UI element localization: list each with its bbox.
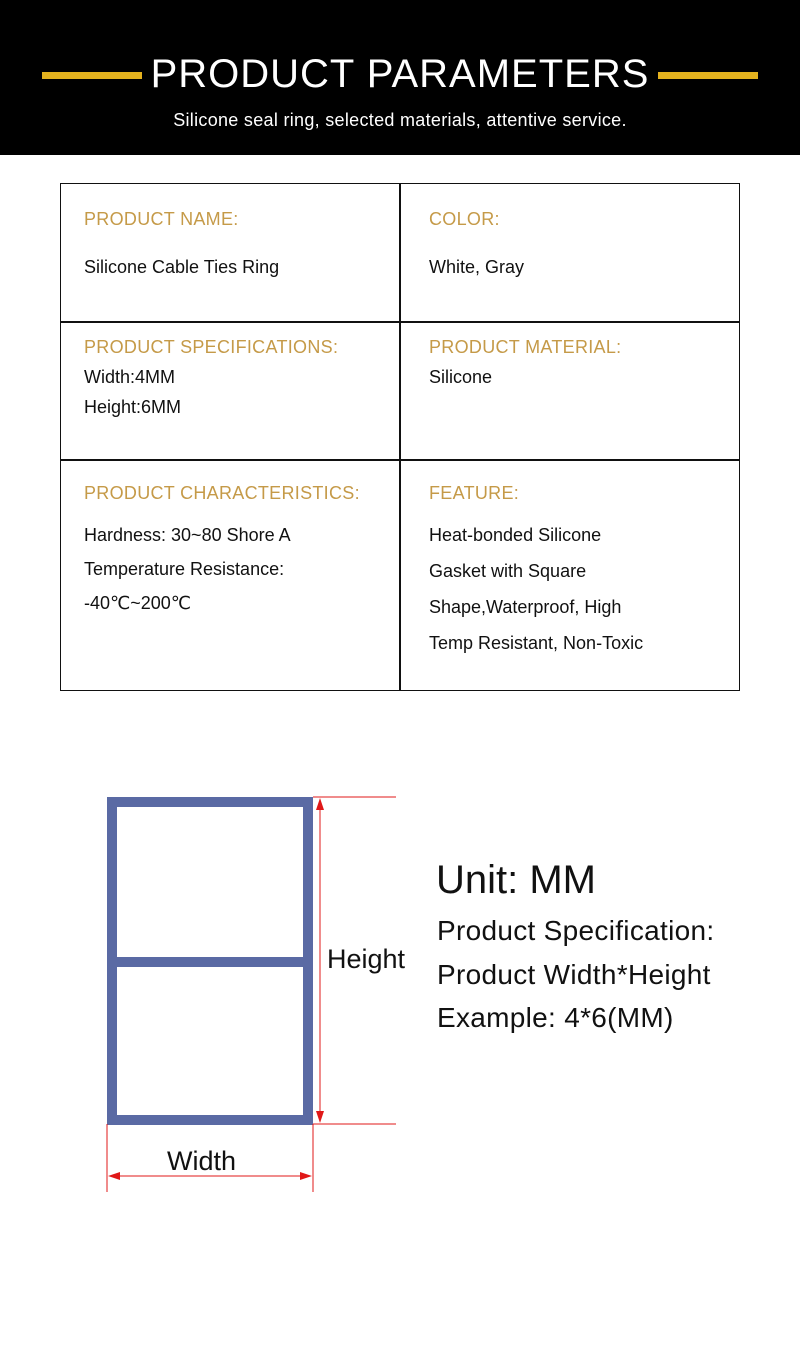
square-ring-shape: [112, 802, 308, 1120]
spec-line-1: Product Specification:: [437, 915, 715, 946]
specifications-label: PRODUCT SPECIFICATIONS:: [84, 337, 339, 357]
page-title: PRODUCT PARAMETERS: [150, 52, 650, 96]
cell-product-material: [429, 336, 621, 388]
cell-product-characteristics: [84, 482, 360, 614]
specifications-width: Width:4MM: [84, 367, 176, 387]
width-label: Width: [167, 1146, 237, 1176]
material-label: PRODUCT MATERIAL:: [429, 337, 622, 357]
characteristics-hardness: Hardness: 30~80 Shore A: [84, 525, 291, 545]
feature-label: FEATURE:: [429, 483, 520, 503]
table-divider-column: [399, 184, 401, 690]
unit-heading: Unit: MM: [436, 858, 596, 902]
cell-product-name: [84, 208, 279, 278]
ring-drawing: [0, 780, 800, 1220]
characteristics-temperature-label: Temperature Resistance:: [84, 559, 285, 579]
cell-feature: [429, 482, 643, 654]
color-label: COLOR:: [429, 209, 500, 229]
feature-line-2: Gasket with Square: [429, 561, 587, 581]
header-banner: [0, 0, 800, 155]
specifications-height: Height:6MM: [84, 397, 182, 417]
cell-product-specifications: [84, 336, 338, 418]
characteristics-temperature-range: -40℃~200℃: [84, 593, 191, 613]
spec-line-2: Product Width*Height: [437, 959, 711, 990]
spec-line-3: Example: 4*6(MM): [437, 1002, 674, 1033]
product-name-label: PRODUCT NAME:: [84, 209, 239, 229]
feature-line-3: Shape,Waterproof, High: [429, 597, 622, 617]
characteristics-label: PRODUCT CHARACTERISTICS:: [84, 483, 360, 503]
parameters-table: [60, 183, 740, 691]
color-value: White, Gray: [429, 257, 525, 277]
material-value: Silicone: [429, 367, 493, 387]
dimension-diagram: [0, 780, 800, 1220]
cell-color: [429, 208, 524, 278]
height-label: Height: [327, 944, 406, 974]
feature-line-4: Temp Resistant, Non-Toxic: [429, 633, 644, 653]
accent-bar-right: [658, 72, 758, 79]
product-name-value: Silicone Cable Ties Ring: [84, 257, 280, 277]
page-subtitle: Silicone seal ring, selected materials, attentive service.: [173, 110, 627, 130]
feature-line-1: Heat-bonded Silicone: [429, 525, 602, 545]
